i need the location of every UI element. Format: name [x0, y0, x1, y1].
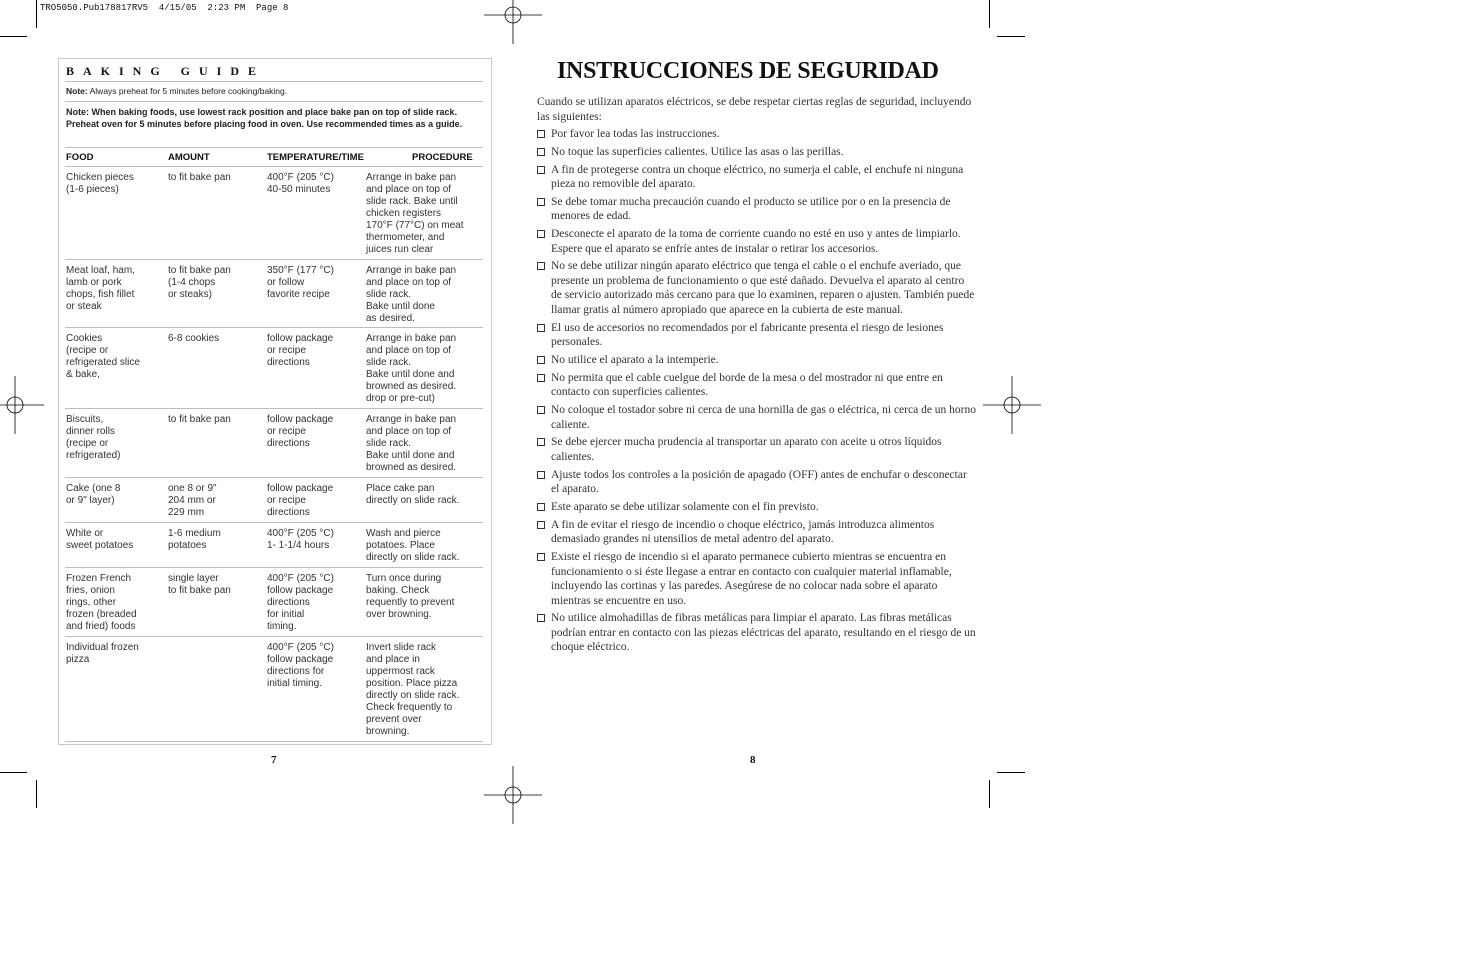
crop-mark [997, 36, 1025, 37]
baking-guide-panel [58, 58, 492, 745]
registration-mark-icon [983, 376, 1041, 434]
list-item-text: No se debe utilizar ningún aparato eléctrico que tenga el cable o el enchufe averiado, que presente un problema de funcionamiento o que esté dañado. Devuelva el aparato al centro de servicio autorizado más cercano para que lo examinen, reparen o ajusten. También puede llamar gratis al número apropiado que aparece en la cubierta de este manual. [551, 260, 975, 316]
checkbox-bullet-icon [537, 130, 545, 138]
list-item [537, 468, 977, 497]
list-item-text: A fin de protegerse contra un choque eléctrico, no sumerja el cable, el enchufe ni ninguna pieza no removible del aparato. [551, 163, 964, 191]
checkbox-bullet-icon [537, 503, 545, 511]
crop-mark [0, 36, 27, 37]
food-cell: Frozen French fries, onion rings, other frozen (breaded and fried) foods [66, 573, 137, 632]
crop-mark [36, 780, 37, 808]
list-item [537, 403, 977, 432]
amount-cell: one 8 or 9" 204 mm or 229 mm [168, 483, 217, 518]
temperature-cell: 400°F (205 °C) follow package directions for initial timing. [267, 642, 334, 689]
checkbox-bullet-icon [537, 166, 545, 174]
list-item [537, 353, 977, 368]
column-header-temperature: TEMPERATURE/TIME [267, 152, 364, 163]
safety-list [537, 127, 977, 658]
registration-mark-icon [484, 766, 542, 824]
checkbox-bullet-icon [537, 148, 545, 156]
list-item-text: A fin de evitar el riesgo de incendio o choque eléctrico, jamás introduzca alimentos demasiado grandes ni utensilios de metal adentro del aparato. [551, 518, 935, 546]
row-divider [65, 741, 483, 742]
divider [65, 81, 483, 82]
crop-mark [0, 772, 27, 773]
food-cell: Meat loaf, ham, lamb or pork chops, fish fillet or steak [66, 265, 135, 312]
page-number-left: 7 [271, 754, 277, 766]
list-item [537, 518, 977, 547]
list-item [537, 127, 977, 142]
crop-mark [989, 780, 990, 808]
list-item-text: El uso de accesorios no recomendados por el fabricante presenta el riesgo de lesiones personales. [551, 321, 944, 349]
checkbox-bullet-icon [537, 356, 545, 364]
checkbox-bullet-icon [537, 553, 545, 561]
list-item-text: Existe el riesgo de incendio si el aparato permanece cubierto mientras se encuentra en funcionamiento o si éste llegase a entrar en contacto con cualquier material inflamable, incluyendo las cortinas y las paredes. Asegúrese de no colocar nada sobre el aparato mientras se encuentre en uso. [551, 551, 952, 607]
food-cell: Biscuits, dinner rolls (recipe or refrigerated) [66, 414, 121, 461]
list-item-text: Por favor lea todas las instrucciones. [551, 128, 720, 140]
procedure-cell: Arrange in bake pan and place on top of slide rack. Bake until done and browned as desired. [366, 414, 457, 473]
registration-mark-icon [484, 0, 542, 44]
list-item-text: No coloque el tostador sobre ni cerca de una hornilla de gas o eléctrica, ni cerca de un horno caliente. [551, 404, 977, 431]
checkbox-bullet-icon [537, 406, 545, 414]
note-text: Always preheat for 5 minutes before cooking/baking. [87, 86, 288, 96]
temperature-cell: 400°F (205 °C) 40-50 minutes [267, 172, 334, 195]
procedure-cell: Arrange in bake pan and place on top of slide rack. Bake until done as desired. [366, 265, 457, 324]
registration-mark-icon [0, 376, 44, 434]
list-item [537, 435, 977, 464]
list-item-text: Ajuste todos los controles a la posición de apagado (OFF) antes de enchufar o desconectar el aparato. [551, 468, 967, 496]
temperature-cell: 400°F (205 °C) follow package directions for initial timing. [267, 573, 334, 632]
list-item [537, 163, 977, 192]
checkbox-bullet-icon [537, 374, 545, 382]
list-item [537, 321, 977, 350]
checkbox-bullet-icon [537, 230, 545, 238]
list-item-text: Este aparato se debe utilizar solamente con el fin previsto. [551, 501, 819, 514]
procedure-cell: Invert slide rack and place in uppermost rack position. Place pizza directly on slide rack. Check frequently to prevent over browning. [366, 642, 460, 737]
list-item [537, 500, 977, 515]
print-slug: TRO5050.Pub178817RV5 4/15/05 2:23 PM Page 8 [40, 3, 289, 13]
list-item-text: No toque las superficies calientes. Utilice las asas o las perillas. [551, 145, 844, 158]
safety-intro: Cuando se utilizan aparatos eléctricos, se debe respetar ciertas reglas de seguridad, incluyendo las siguientes: [537, 96, 972, 123]
list-item-text: No utilice almohadillas de fibras metálicas para limpiar el aparato. Las fibras metálicas podrían entrar en contacto con las piezas eléctricas del aparato, resultando en el riesgo de un choque eléctrico. [551, 612, 976, 654]
baking-guide-title: BAKING GUIDE [66, 64, 266, 78]
divider [65, 101, 483, 102]
amount-cell: to fit bake pan [168, 414, 231, 425]
list-item [537, 550, 977, 608]
food-cell: Chicken pieces (1-6 pieces) [66, 172, 134, 195]
table-row [59, 327, 493, 408]
table-row [59, 477, 493, 522]
crop-mark [989, 0, 990, 28]
table-row [59, 408, 493, 477]
safety-heading: INSTRUCCIONES DE SEGURIDAD [557, 58, 939, 84]
food-cell: White or sweet potatoes [66, 528, 134, 551]
list-item [537, 259, 977, 317]
table-row [59, 259, 493, 327]
amount-cell: single layer to fit bake pan [168, 573, 231, 596]
list-item-text: Se debe tomar mucha precaución cuando el producto se utilice por o en la presencia de menores de edad. [551, 195, 951, 223]
list-item [537, 227, 977, 256]
crop-mark [36, 0, 37, 28]
list-item [537, 611, 977, 655]
procedure-cell: Place cake pan directly on slide rack. [366, 483, 460, 506]
page-number-right: 8 [750, 754, 756, 766]
food-cell: Cake (one 8 or 9" layer) [66, 483, 121, 506]
procedure-cell: Arrange in bake pan and place on top of slide rack. Bake until chicken registers 170°F (77°C) on meat thermometer, and juices run clear [366, 172, 464, 255]
checkbox-bullet-icon [537, 521, 545, 529]
amount-cell: to fit bake pan (1-4 chops or steaks) [168, 265, 231, 300]
table-row [59, 166, 493, 259]
checkbox-bullet-icon [537, 198, 545, 206]
temperature-cell: follow package or recipe directions [267, 483, 334, 518]
checkbox-bullet-icon [537, 614, 545, 622]
temperature-cell: follow package or recipe directions [267, 414, 334, 449]
procedure-cell: Arrange in bake pan and place on top of slide rack. Bake until done and browned as desired. drop or pre-cut) [366, 333, 457, 404]
list-item [537, 145, 977, 160]
list-item-text: No permita que el cable cuelgue del borde de la mesa o del mostrador ni que entre en contacto con superficies calientes. [551, 371, 943, 399]
crop-mark [997, 772, 1025, 773]
note-label: Note: [66, 86, 88, 96]
amount-cell: 6-8 cookies [168, 333, 220, 344]
table-row [59, 636, 493, 741]
temperature-cell: follow package or recipe directions [267, 333, 334, 368]
list-item [537, 371, 977, 400]
checkbox-bullet-icon [537, 471, 545, 479]
table-row [59, 567, 493, 636]
amount-cell: to fit bake pan [168, 172, 231, 183]
divider [65, 147, 483, 148]
list-item-text: No utilice el aparato a la intemperie. [551, 354, 719, 367]
procedure-cell: Turn once during baking. Check requently to prevent over browning. [366, 573, 455, 620]
checkbox-bullet-icon [537, 438, 545, 446]
food-cell: Cookies (recipe or refrigerated slice & bake, [66, 333, 140, 380]
baking-note: Note: When baking foods, use lowest rack position and place bake pan on top of slide rack. Preheat oven for 5 minutes before placing food in oven. Use recommended times as a guide. [66, 107, 463, 129]
column-header-amount: AMOUNT [168, 152, 210, 163]
temperature-cell: 400°F (205 °C) 1- 1-1/4 hours [267, 528, 334, 551]
list-item-text: Se debe ejercer mucha prudencia al transportar un aparato con aceite u otros líquidos calientes. [551, 436, 942, 463]
temperature-cell: 350°F (177 °C) or follow favorite recipe [267, 265, 334, 300]
column-header-procedure: PROCEDURE [412, 152, 473, 163]
column-header-food: FOOD [66, 152, 94, 163]
amount-cell: 1-6 medium potatoes [168, 528, 221, 551]
list-item [537, 195, 977, 224]
checkbox-bullet-icon [537, 262, 545, 270]
table-row [59, 522, 493, 567]
preheat-note [66, 86, 287, 96]
food-cell: Individual frozen pizza [66, 642, 139, 665]
procedure-cell: Wash and pierce potatoes. Place directly on slide rack. [366, 528, 460, 563]
list-item-text: Desconecte el aparato de la toma de corriente cuando no esté en uso y antes de limpiarlo. Espere que el aparato se enfríe antes de instalar o retirar los accesorios. [551, 228, 961, 255]
checkbox-bullet-icon [537, 324, 545, 332]
